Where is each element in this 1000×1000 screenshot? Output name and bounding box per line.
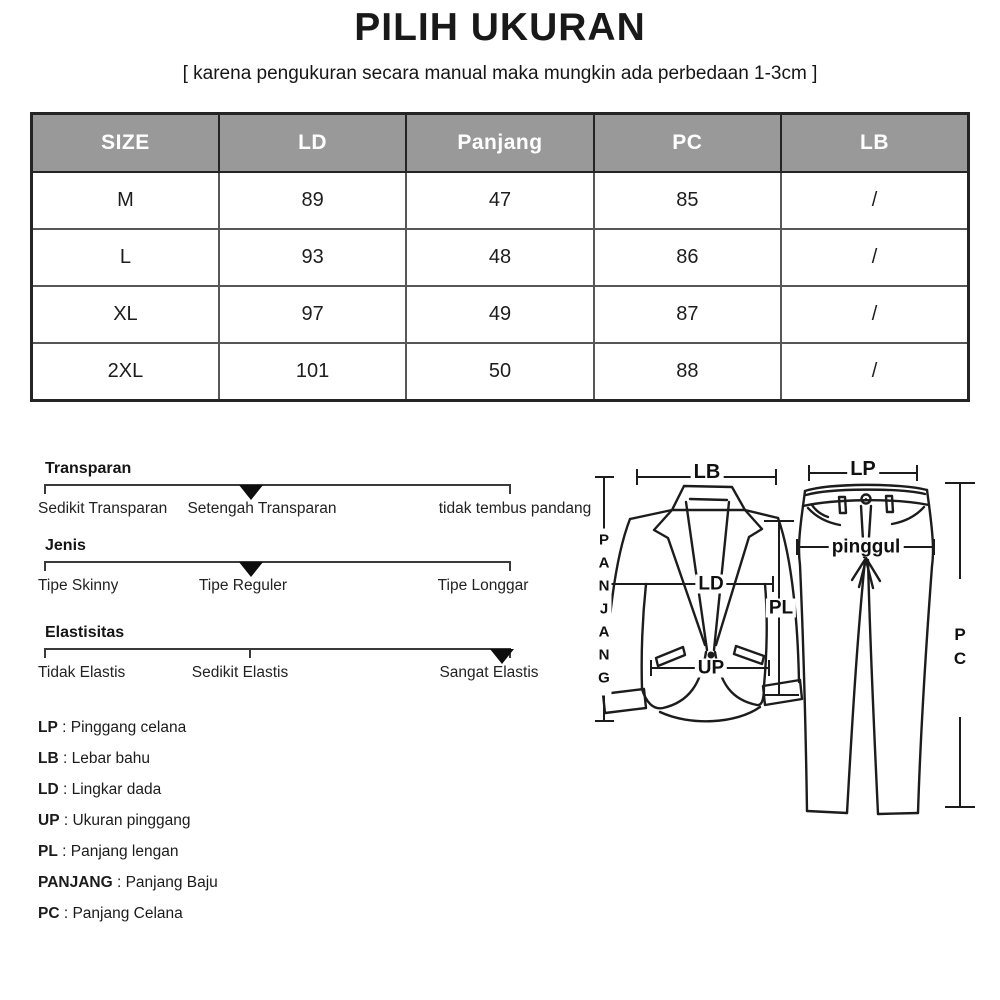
size-cell: 49 — [406, 286, 593, 343]
lp-measure-label: LP — [847, 459, 879, 479]
size-cell: 89 — [219, 172, 406, 229]
size-cell: / — [781, 172, 968, 229]
panjang-measure-label: PANJANG — [597, 529, 612, 696]
scale-option-low: Sedikit Transparan — [38, 500, 168, 517]
col-header-pc: PC — [594, 114, 781, 173]
legend-desc: Panjang Baju — [125, 874, 218, 891]
legend-desc: Panjang lengan — [70, 843, 179, 860]
scale-option-low: Tidak Elastis — [38, 664, 126, 681]
size-cell: 47 — [406, 172, 593, 229]
scale-option-high: Tipe Longgar — [437, 577, 529, 594]
size-cell: 86 — [594, 229, 781, 286]
size-cell: M — [32, 172, 219, 229]
col-header-lb: LB — [781, 114, 968, 173]
legend-separator: : — [112, 874, 126, 891]
col-header-size: SIZE — [32, 114, 219, 173]
lb-measure-label: LB — [691, 462, 724, 482]
scale-option-low: Tipe Skinny — [38, 577, 119, 594]
legend-abbr: LB — [38, 750, 59, 767]
size-cell: 97 — [219, 286, 406, 343]
legend-abbr: LD — [38, 781, 59, 798]
legend-desc: Lingkar dada — [71, 781, 162, 798]
measurement-lines — [596, 466, 974, 807]
scale-title: Elastisitas — [45, 624, 125, 641]
scale-option-high: Sangat Elastis — [439, 664, 539, 681]
page-subtitle: [ karena pengukuran secara manual maka mungkin ada perbedaan 1-3cm ] — [182, 63, 818, 84]
size-cell: 93 — [219, 229, 406, 286]
legend-abbr: PL — [38, 843, 58, 860]
legend-separator: : — [58, 781, 72, 798]
pc-measure-label: PC — [952, 622, 969, 676]
legend-separator: : — [59, 812, 73, 829]
size-cell: 87 — [594, 286, 781, 343]
size-cell: / — [781, 343, 968, 401]
col-header-panjang: Panjang — [406, 114, 593, 173]
legend-abbr: PANJANG — [38, 874, 113, 891]
size-cell: 101 — [219, 343, 406, 401]
legend-desc: Lebar bahu — [71, 750, 151, 767]
page-title: PILIH UKURAN — [354, 6, 646, 49]
col-header-ld: LD — [219, 114, 406, 173]
pl-measure-label: PL — [766, 599, 796, 618]
legend-separator: : — [58, 750, 72, 767]
scale-option-mid: Sedikit Elastis — [191, 664, 289, 681]
scale-title: Jenis — [45, 537, 86, 554]
legend-abbr: LP — [38, 719, 58, 736]
size-cell: XL — [32, 286, 219, 343]
pinggul-measure-label: pinggul — [829, 538, 904, 557]
legend-desc: Panjang Celana — [72, 905, 183, 922]
legend-abbr: PC — [38, 905, 60, 922]
size-cell: L — [32, 229, 219, 286]
pants-drawing — [799, 485, 933, 814]
size-cell: / — [781, 286, 968, 343]
legend-separator: : — [57, 719, 71, 736]
size-cell: / — [781, 229, 968, 286]
scale-option-high: tidak tembus pandang — [438, 500, 592, 517]
size-cell: 50 — [406, 343, 593, 401]
size-cell: 85 — [594, 172, 781, 229]
size-cell: 2XL — [32, 343, 219, 401]
legend-desc: Pinggang celana — [70, 719, 187, 736]
size-cell: 88 — [594, 343, 781, 401]
legend-separator: : — [57, 843, 71, 860]
scale-option-mid: Tipe Reguler — [198, 577, 288, 594]
scale-title: Transparan — [45, 460, 132, 477]
legend-separator: : — [59, 905, 73, 922]
size-cell: 48 — [406, 229, 593, 286]
ld-measure-label: LD — [695, 575, 726, 594]
legend-desc: Ukuran pinggang — [72, 812, 191, 829]
up-measure-label: UP — [695, 659, 727, 678]
legend-abbr: UP — [38, 812, 60, 829]
scale-option-mid: Setengah Transparan — [187, 500, 337, 517]
